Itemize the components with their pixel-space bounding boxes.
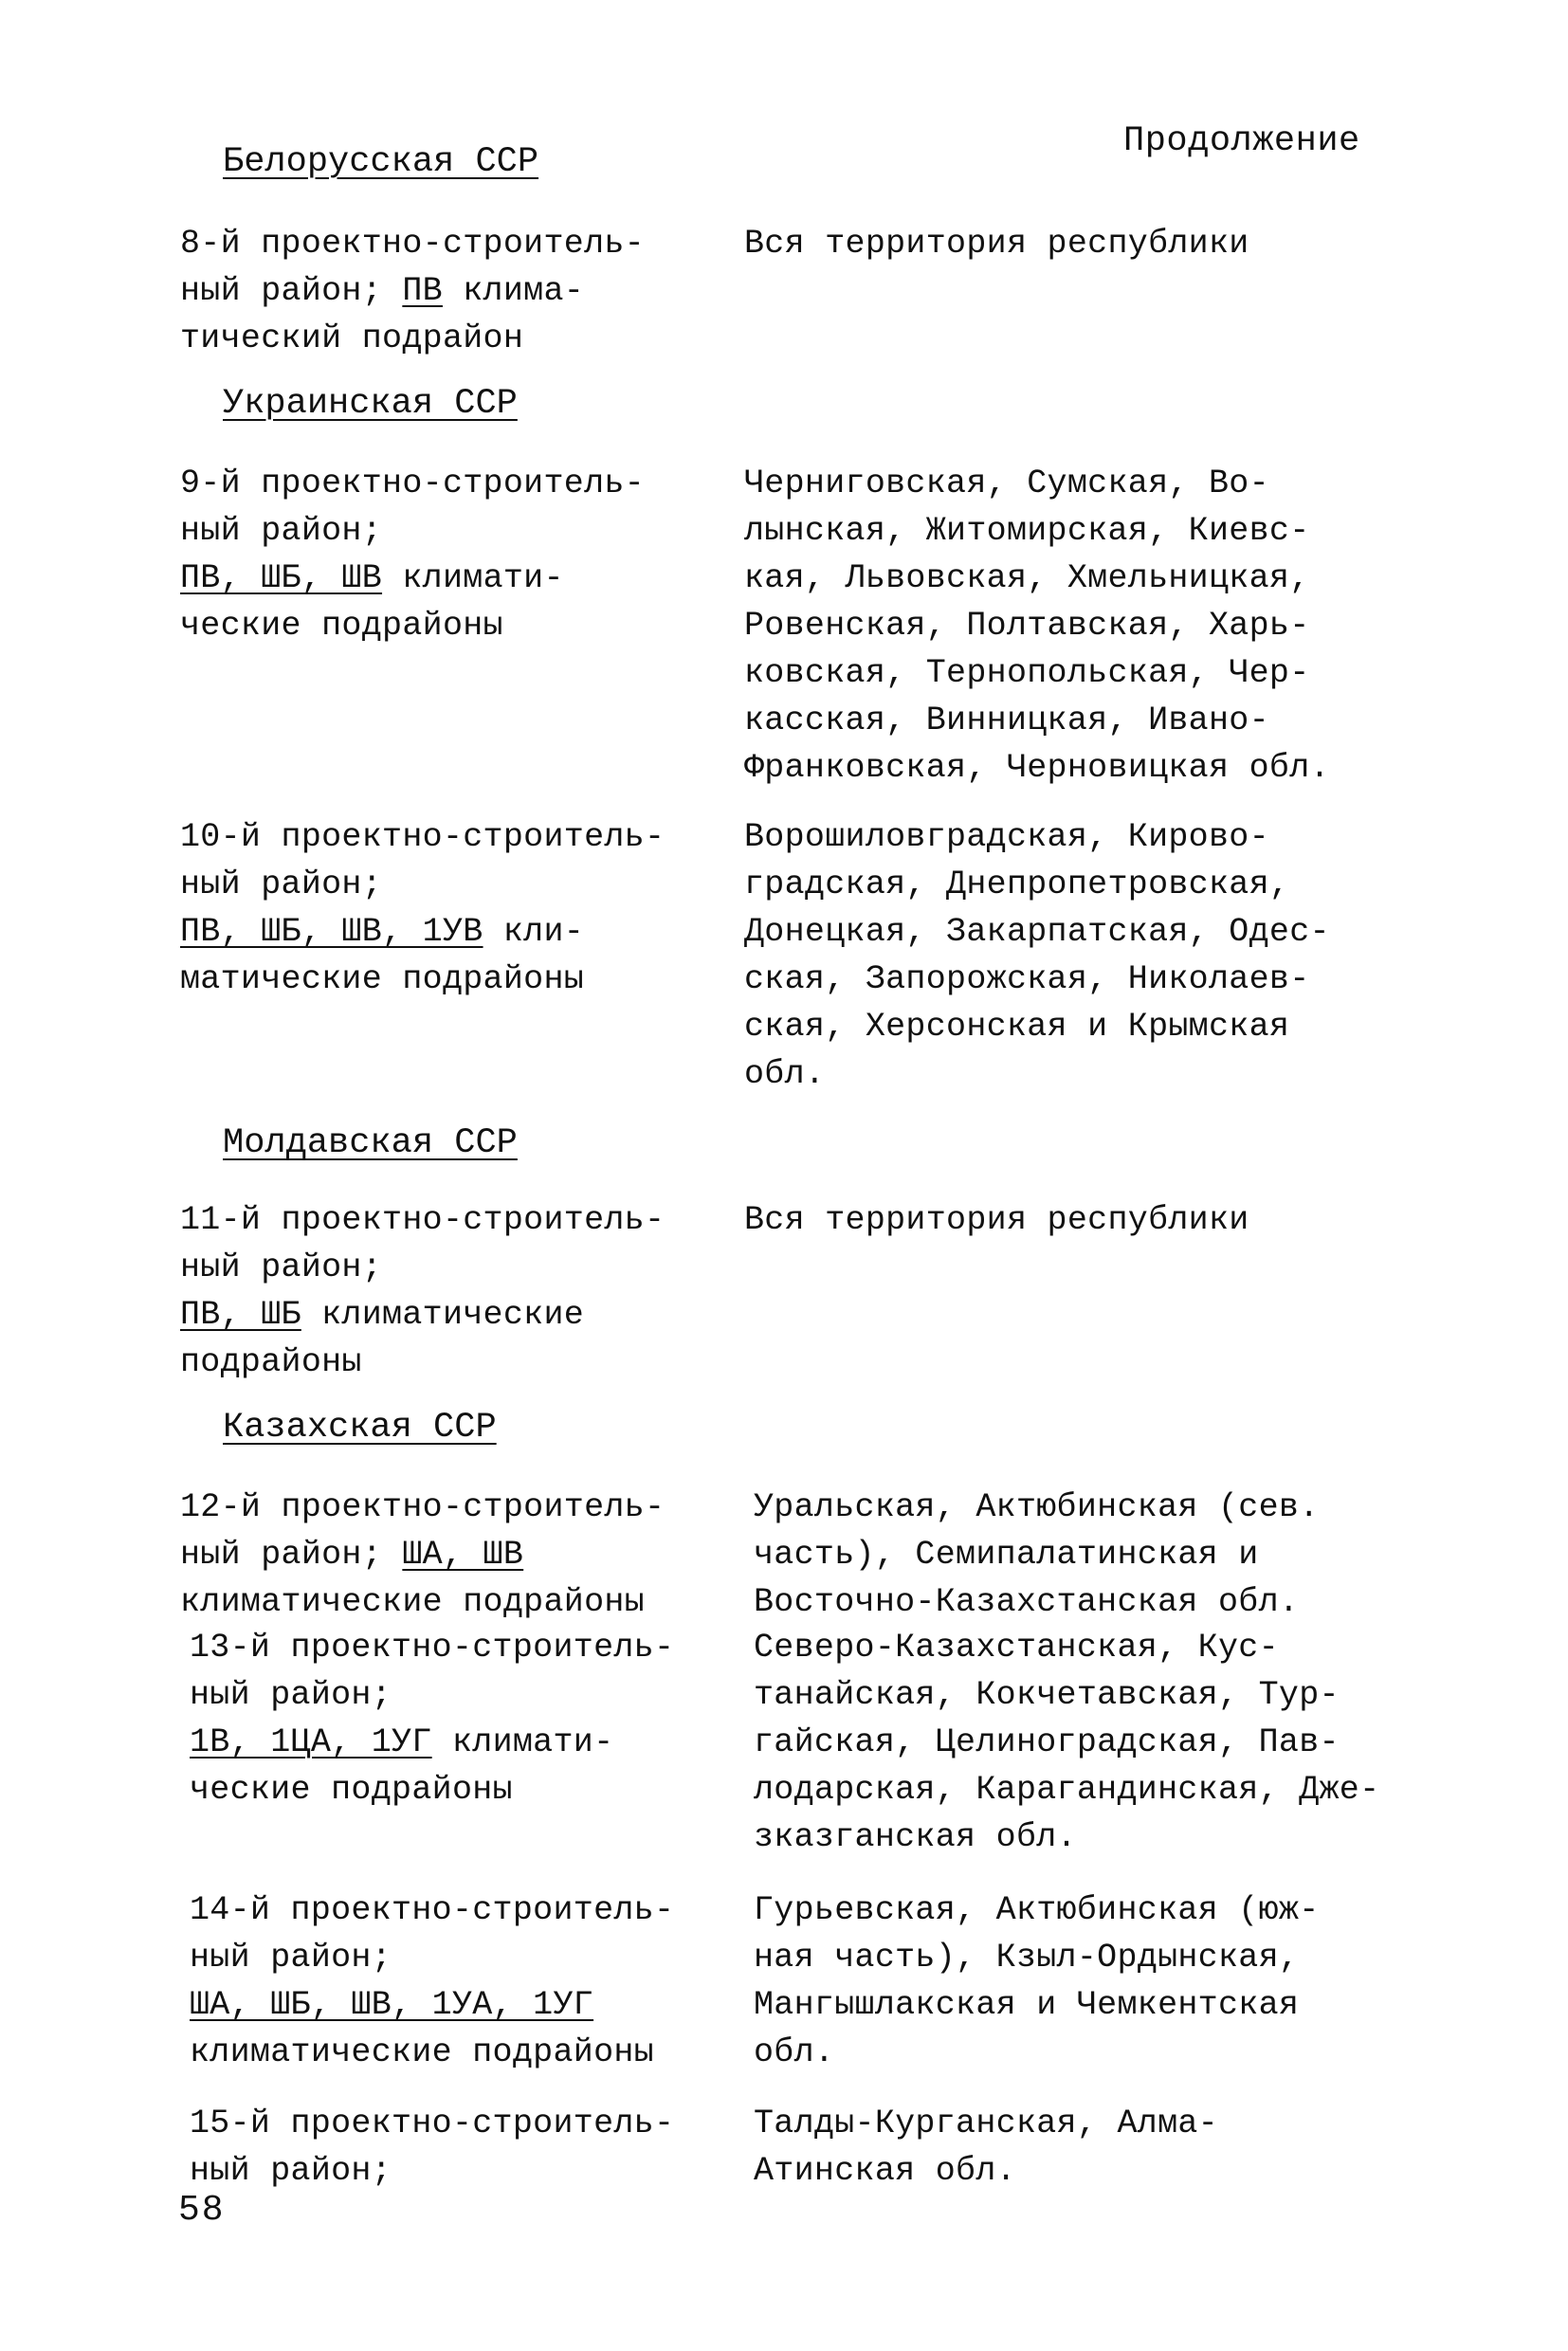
text-line: [190, 1981, 720, 2029]
district-10-description: [180, 813, 711, 1003]
text-fragment: кли-: [483, 913, 585, 951]
district-12-territory: [754, 1484, 1389, 1626]
text-line: ный район;: [180, 512, 383, 550]
text-line: [180, 555, 711, 602]
text-line: лодарская, Карагандинская, Дже-: [754, 1771, 1380, 1809]
text-line: 11-й проектно-строитель-: [180, 1201, 665, 1239]
text-line: 12-й проектно-строитель-: [180, 1488, 665, 1526]
text-line: обл.: [744, 1055, 826, 1093]
text-line: Северо-Казахстанская, Кус-: [754, 1629, 1279, 1667]
text-line: лынская, Житомирская, Киевс-: [744, 512, 1310, 550]
district-8-territory: [744, 220, 1379, 267]
district-8-description: [180, 220, 711, 362]
district-13-territory: [754, 1624, 1389, 1861]
text-fragment: клима-: [442, 272, 585, 310]
text-line: 10-й проектно-строитель-: [180, 818, 665, 856]
heading-kazakhstan: Казахская ССР: [223, 1408, 497, 1448]
climate-subregion-codes: 1В, 1ЦА, 1УГ: [190, 1723, 432, 1761]
text-line: ный район;: [180, 1248, 383, 1286]
text-line: Талды-Курганская, Алма-: [754, 2105, 1218, 2142]
district-12-description: [180, 1484, 711, 1626]
text-line: гайская, Целиноградская, Пав-: [754, 1723, 1340, 1761]
text-line: [180, 1531, 711, 1578]
text-line: Ворошиловградская, Кирово-: [744, 818, 1269, 856]
climate-subregion-codes: ША, ШВ: [402, 1536, 524, 1574]
text-fragment: климати-: [382, 559, 564, 597]
text-line: ный район;: [190, 1939, 392, 1977]
district-14-territory: [754, 1886, 1389, 2076]
text-line: ская, Херсонская и Крымская: [744, 1008, 1290, 1046]
text-line: Восточно-Казахстанская обл.: [754, 1583, 1300, 1621]
district-14-description: [190, 1886, 720, 2076]
page-number: 58: [178, 2190, 226, 2231]
climate-subregion-codes: ША, ШБ, ШВ, 1УА, 1УГ: [190, 1986, 594, 2024]
text-line: кая, Львовская, Хмельницкая,: [744, 559, 1310, 597]
text-line: подрайоны: [180, 1343, 362, 1381]
text-line: Вся территория республики: [744, 1201, 1249, 1239]
district-11-territory: [744, 1196, 1379, 1244]
text-fragment: климатические: [301, 1296, 585, 1334]
text-line: ческие подрайоны: [190, 1771, 513, 1809]
text-line: ковская, Тернопольская, Чер-: [744, 654, 1310, 692]
climate-subregion-codes: ПВ, ШБ, ШВ: [180, 559, 383, 597]
text-line: Уральская, Актюбинская (сев.: [754, 1488, 1320, 1526]
text-line: ный район;: [190, 2152, 392, 2190]
text-fragment: климати-: [431, 1723, 614, 1761]
text-fragment: ный район;: [180, 272, 403, 310]
text-line: зказганская обл.: [754, 1818, 1077, 1856]
text-line: Гурьевская, Актюбинская (юж-: [754, 1891, 1320, 1929]
text-line: ская, Запорожская, Николаев-: [744, 960, 1310, 998]
text-line: [180, 1291, 711, 1339]
climate-subregion-codes: ПВ: [402, 272, 443, 310]
text-line: климатические подрайоны: [190, 2033, 654, 2071]
district-15-description: [190, 2100, 720, 2195]
text-line: 8-й проектно-строитель-: [180, 225, 645, 263]
text-line: тический подрайон: [180, 319, 524, 357]
text-line: часть), Семипалатинская и: [754, 1536, 1259, 1574]
text-line: ный район;: [190, 1676, 392, 1714]
district-13-description: [190, 1624, 720, 1813]
text-line: Франковская, Черновицкая обл.: [744, 749, 1330, 787]
text-line: обл.: [754, 2033, 835, 2071]
text-fragment: ный район;: [180, 1536, 403, 1574]
district-9-territory: [744, 460, 1379, 792]
district-15-territory: [754, 2100, 1389, 2195]
text-line: Мангышлакская и Чемкентская: [754, 1986, 1300, 2024]
text-line: 15-й проектно-строитель-: [190, 2105, 675, 2142]
text-line: матические подрайоны: [180, 960, 585, 998]
text-line: Атинская обл.: [754, 2152, 1016, 2190]
text-line: Черниговская, Сумская, Во-: [744, 465, 1269, 502]
text-line: климатические подрайоны: [180, 1583, 645, 1621]
text-line: 13-й проектно-строитель-: [190, 1629, 675, 1667]
text-line: [190, 1719, 720, 1766]
text-line: танайская, Кокчетавская, Тур-: [754, 1676, 1340, 1714]
district-11-description: [180, 1196, 711, 1386]
text-line: Ровенская, Полтавская, Харь-: [744, 607, 1310, 645]
text-line: 14-й проектно-строитель-: [190, 1891, 675, 1929]
text-line: ная часть), Кзыл-Ордынская,: [754, 1939, 1300, 1977]
heading-ukraine: Украинская ССР: [223, 384, 518, 424]
text-line: градская, Днепропетровская,: [744, 866, 1290, 903]
text-line: Вся территория республики: [744, 225, 1249, 263]
text-line: Донецкая, Закарпатская, Одес-: [744, 913, 1330, 951]
text-line: ческие подрайоны: [180, 607, 503, 645]
text-line: ный район;: [180, 866, 383, 903]
text-line: касская, Винницкая, Ивано-: [744, 702, 1269, 739]
text-line: [180, 267, 711, 315]
text-line: [180, 908, 711, 956]
heading-belarus: Белорусская ССР: [223, 142, 539, 182]
heading-moldova: Молдавская ССР: [223, 1123, 518, 1163]
text-line: 9-й проектно-строитель-: [180, 465, 645, 502]
continuation-label: Продолжение: [1123, 121, 1360, 161]
district-10-territory: [744, 813, 1379, 1098]
district-9-description: [180, 460, 711, 649]
climate-subregion-codes: ПВ, ШБ: [180, 1296, 301, 1334]
climate-subregion-codes: ПВ, ШБ, ШВ, 1УВ: [180, 913, 483, 951]
